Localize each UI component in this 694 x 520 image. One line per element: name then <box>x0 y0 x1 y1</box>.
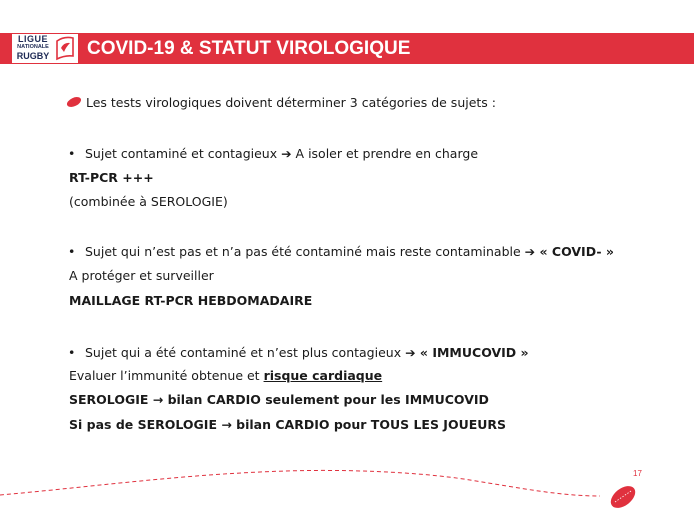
immucovid-label: « IMMUCOVID » <box>415 345 529 360</box>
bullet-contamine <box>68 146 478 162</box>
bullet-dot: • <box>68 345 76 360</box>
evaluer-text: Evaluer l’immunité obtenue et <box>69 368 264 383</box>
bullet-immucovid <box>68 345 529 361</box>
intro-line <box>66 95 496 111</box>
bullet-text: Sujet qui a été contaminé et n’est plus contagieux <box>85 345 406 360</box>
logo-line-1: LIGUE <box>17 34 48 44</box>
covid-minus-label: « COVID- » <box>535 244 614 259</box>
logo-line-3: RUGBY <box>16 50 50 61</box>
proteger-line: A protéger et surveiller <box>69 268 214 283</box>
serologie-combinee-line: (combinée à SEROLOGIE) <box>69 194 228 209</box>
intro-text: Les tests virologiques doivent déterminer 3 catégories de sujets : <box>85 95 497 110</box>
dashed-curve <box>0 470 600 496</box>
serologie-cardio-line: SEROLOGIE → bilan CARDIO seulement pour les IMMUCOVID <box>69 392 489 407</box>
maillage-line: MAILLAGE RT-PCR HEBDOMADAIRE <box>69 293 313 308</box>
rugby-ball-icon <box>607 482 640 513</box>
bullet-contaminable <box>68 244 614 260</box>
risque-cardiaque-link[interactable]: risque cardiaque <box>263 368 383 383</box>
arrow-icon: ➔ <box>281 146 292 161</box>
arrow-icon: ➔ <box>405 345 416 360</box>
bullet-dot: • <box>68 244 76 259</box>
page-title: COVID-19 & STATUT VIROLOGIQUE <box>87 38 411 59</box>
evaluer-line <box>69 368 382 384</box>
footer-decoration <box>0 460 694 520</box>
bullet-text: A isoler et prendre en charge <box>291 146 479 161</box>
pas-serologie-line: Si pas de SEROLOGIE → bilan CARDIO pour TOUS LES JOUEURS <box>69 417 507 432</box>
rt-pcr-line: RT-PCR +++ <box>69 170 154 185</box>
logo-line-2: NATIONALE <box>17 44 49 50</box>
page-number: 17 <box>633 469 642 478</box>
lnr-logo <box>12 34 78 63</box>
rugby-ball-logo-icon <box>54 35 76 62</box>
red-oval-bullet-icon <box>66 96 82 108</box>
arrow-icon: ➔ <box>524 244 536 259</box>
bullet-text: Sujet contaminé et contagieux <box>85 146 282 161</box>
bullet-dot: • <box>68 146 76 161</box>
bullet-text: Sujet qui n’est pas et n’a pas été contaminé mais reste contaminable <box>85 244 525 259</box>
